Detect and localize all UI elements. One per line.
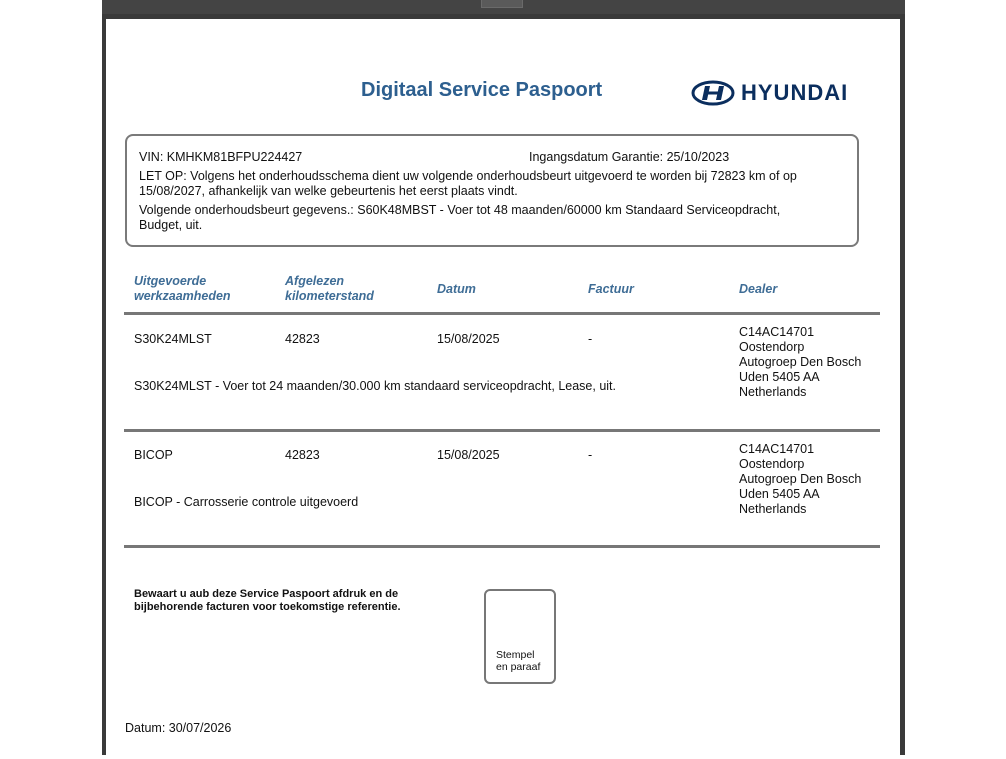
- print-date: Datum: 30/07/2026: [125, 721, 232, 735]
- stamp-box: [484, 589, 556, 684]
- notice-text-line-2: 15/08/2027, afhankelijk van welke gebeurtenis het eerst plaats vindt.: [139, 184, 518, 198]
- dealer-group: Autogroep Den Bosch: [739, 472, 862, 486]
- dealer-city: Uden 5405 AA: [739, 370, 820, 384]
- row-dealer: [739, 325, 889, 400]
- column-header-dealer: Dealer: [739, 282, 778, 296]
- document-page: [106, 19, 900, 759]
- row-invoice: -: [588, 448, 593, 462]
- table-bottom-rule: [124, 545, 880, 548]
- dealer-name: Oostendorp: [739, 340, 805, 354]
- row-mileage: 42823: [285, 448, 320, 462]
- viewer-page-tab[interactable]: [481, 0, 523, 8]
- vehicle-info-box: [125, 134, 859, 247]
- row-dealer: [739, 442, 889, 517]
- stamp-label-line-2: en paraaf: [496, 661, 541, 673]
- column-header-work: [134, 274, 274, 304]
- column-header-date: Datum: [437, 282, 476, 296]
- dealer-code: C14AC14701: [739, 442, 815, 456]
- row-divider: [124, 429, 880, 432]
- brand-logotype: HYUNDAI: [741, 80, 849, 105]
- next-service-line-1: Volgende onderhoudsbeurt gegevens.: S60K48MBST - Voer tot 48 maanden/60000 km Standaard Serviceopdracht,: [139, 203, 781, 217]
- column-header-work-line-1: Uitgevoerde: [134, 274, 207, 288]
- document-title: Digitaal Service Paspoort: [361, 79, 603, 101]
- row-date: 15/08/2025: [437, 332, 500, 346]
- row-work-code: S30K24MLST: [134, 332, 212, 346]
- next-service-line-2: Budget, uit.: [139, 218, 203, 232]
- column-header-mileage-line-2: kilometerstand: [285, 289, 374, 303]
- hyundai-emblem-icon: [691, 79, 735, 107]
- warranty-date-text: Ingangsdatum Garantie: 25/10/2023: [529, 150, 730, 164]
- footnote-line-1: Bewaart u aub deze Service Paspoort afdruk en de: [134, 588, 399, 600]
- footnote-line-2: bijbehorende facturen voor toekomstige referentie.: [134, 601, 401, 613]
- row-date: 15/08/2025: [437, 448, 500, 462]
- retention-footnote: [134, 588, 434, 614]
- dealer-country: Netherlands: [739, 385, 807, 399]
- row-description: S30K24MLST - Voer tot 24 maanden/30.000 km standaard serviceopdracht, Lease, uit.: [134, 379, 617, 393]
- row-invoice: -: [588, 332, 593, 346]
- row-mileage: 42823: [285, 332, 320, 346]
- vin-text: VIN: KMHKM81BFPU224427: [139, 150, 303, 164]
- row-work-code: BICOP: [134, 448, 173, 462]
- dealer-city: Uden 5405 AA: [739, 487, 820, 501]
- stamp-label-line-1: Stempel: [496, 649, 535, 661]
- column-header-mileage: [285, 274, 425, 304]
- row-description: BICOP - Carrosserie controle uitgevoerd: [134, 495, 359, 509]
- column-header-work-line-2: werkzaamheden: [134, 289, 231, 303]
- notice-text-line-1: LET OP: Volgens het onderhoudsschema dient uw volgende onderhoudsbeurt uitgevoerd te worden bij 72823 km of op: [139, 169, 797, 183]
- dealer-country: Netherlands: [739, 502, 807, 516]
- dealer-code: C14AC14701: [739, 325, 815, 339]
- column-header-mileage-line-1: Afgelezen: [285, 274, 345, 288]
- header-divider: [124, 312, 880, 315]
- hyundai-logo: [691, 79, 861, 107]
- dealer-name: Oostendorp: [739, 457, 805, 471]
- dealer-group: Autogroep Den Bosch: [739, 355, 862, 369]
- stamp-label: [496, 649, 540, 673]
- column-header-invoice: Factuur: [588, 282, 634, 296]
